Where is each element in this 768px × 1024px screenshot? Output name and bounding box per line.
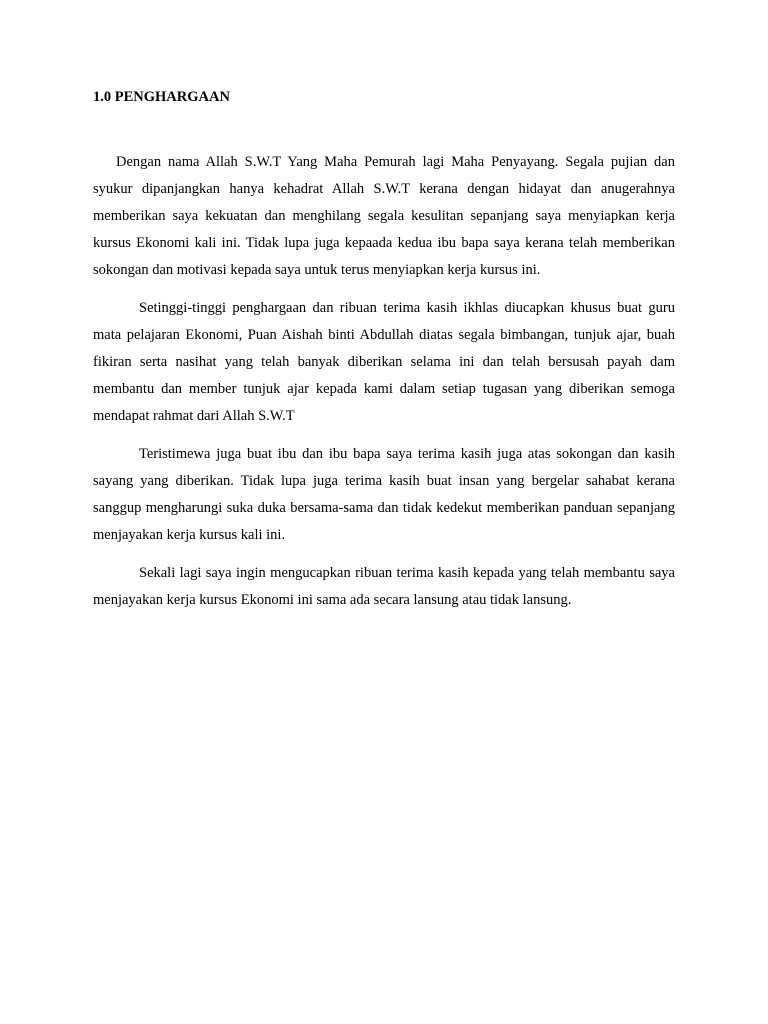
paragraph-1: Dengan nama Allah S.W.T Yang Maha Pemurah lagi Maha Penyayang. Segala pujian dan syukur dipanjangkan hanya kehadrat Allah S.W.T kerana dengan hidayat dan anugerahnya memberikan saya kekuatan dan menghilang segala kesulitan sepanjang saya menyiapkan kerja kursus Ekonomi kali ini. Tidak lupa juga kepaada kedua ibu bapa saya kerana telah memberikan sokongan dan motivasi kepada saya untuk terus menyiapkan kerja kursus ini. bbox=[93, 154, 675, 278]
paragraph-2: Setinggi-tinggi penghargaan dan ribuan terima kasih ikhlas diucapkan khusus buat guru mata pelajaran Ekonomi, Puan Aishah binti Abdullah diatas segala bimbangan, tunjuk ajar, buah fikiran serta nasihat yang telah banyak diberikan selama ini dan telah bersusah payah dam membantu dan member tunjuk ajar kepada kami dalam setiap tugasan yang diberikan semoga mendapat rahmat dari Allah S.W.T bbox=[93, 300, 675, 424]
section-heading: 1.0 PENGHARGAAN bbox=[93, 89, 230, 105]
paragraph-3: Teristimewa juga buat ibu dan ibu bapa saya terima kasih juga atas sokongan dan kasih sayang yang diberikan. Tidak lupa juga terima kasih buat insan yang bergelar sahabat kerana sanggup mengharungi suka duka bersama-sama dan tidak kedekut memberikan panduan sepanjang menjayakan kerja kursus kali ini. bbox=[93, 446, 675, 543]
paragraph-4: Sekali lagi saya ingin mengucapkan ribuan terima kasih kepada yang telah membantu saya menjayakan kerja kursus Ekonomi ini sama ada secara lansung atau tidak lansung. bbox=[93, 565, 675, 608]
document-body bbox=[93, 87, 675, 614]
